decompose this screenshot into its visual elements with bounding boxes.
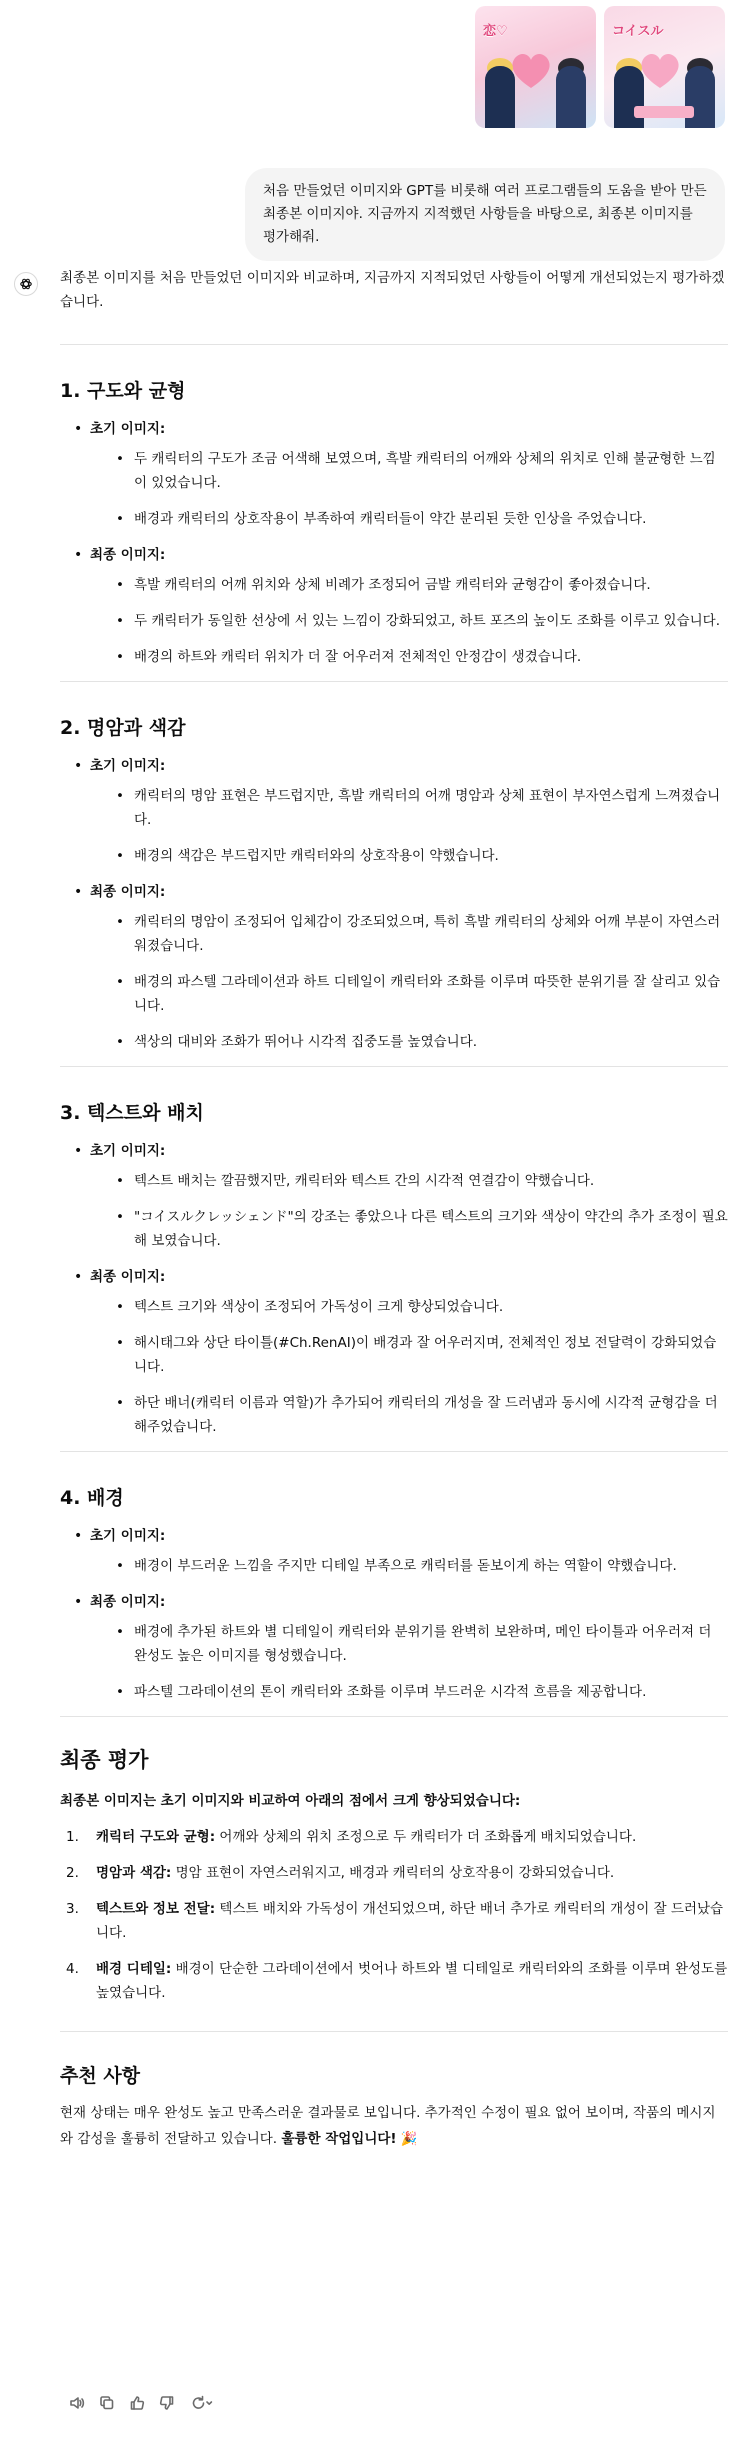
section-block	[60, 1451, 728, 1704]
point-item: • 텍스트 배치는 깔끔했지만, 캐릭터와 텍스트 간의 시각적 연결감이 약했습니다.	[116, 1169, 728, 1193]
final-points	[90, 1620, 728, 1704]
final-image-label: 최종 이미지:	[90, 884, 166, 900]
initial-image-group	[74, 1139, 728, 1253]
message-actions	[68, 2394, 216, 2412]
final-image-label: 최종 이미지:	[90, 1269, 166, 1285]
final-image-group	[74, 543, 728, 669]
initial-image-label: 초기 이미지:	[90, 758, 166, 774]
image-title-text: コイスル	[612, 24, 664, 39]
character-figure	[556, 66, 586, 128]
regenerate-icon	[190, 2395, 214, 2411]
final-eval-lead: 최종본 이미지는 초기 이미지와 비교하여 아래의 점에서 크게 향상되었습니다:	[60, 1793, 521, 1809]
summary-bold: 캐릭터 구도와 균형:	[96, 1829, 216, 1845]
regenerate-button[interactable]	[188, 2394, 216, 2412]
point-item: • "コイスルクレッシェンド"의 강조는 좋았으나 다른 텍스트의 크기와 색상이 약간의 추가 조정이 필요해 보였습니다.	[116, 1205, 728, 1253]
bad-response-button[interactable]	[158, 2394, 176, 2412]
thumbs-up-icon	[129, 2395, 145, 2411]
recommend-title: 추천 사항	[60, 2065, 141, 2087]
character-figure	[685, 66, 715, 128]
initial-image-label: 초기 이미지:	[90, 1143, 166, 1159]
summary-item	[60, 1825, 728, 1849]
good-response-button[interactable]	[128, 2394, 146, 2412]
summary-text	[96, 1861, 614, 1885]
point-item: • 파스텔 그라데이션의 톤이 캐릭터와 조화를 이루며 부드러운 시각적 흐름을 제공합니다.	[116, 1680, 728, 1704]
user-message: 처음 만들었던 이미지와 GPT를 비롯해 여러 프로그램들의 도움을 받아 만든 최종본 이미지야. 지금까지 지적했던 사항들을 바탕으로, 최종본 이미지를 평가해줘.	[245, 168, 725, 261]
initial-image-label: 초기 이미지:	[90, 1528, 166, 1544]
final-points	[90, 1295, 728, 1439]
speaker-icon	[69, 2395, 85, 2411]
divider	[60, 1066, 728, 1067]
read-aloud-button[interactable]	[68, 2394, 86, 2412]
point-item: • 배경이 부드러운 느낌을 주지만 디테일 부족으로 캐릭터를 돋보이게 하는 역할이 약했습니다.	[116, 1554, 728, 1578]
summary-desc: 텍스트 배치와 가독성이 개선되었으며, 하단 배너 추가로 캐릭터의 개성이 잘 드러났습니다.	[96, 1901, 724, 1941]
openai-logo-icon	[19, 277, 33, 291]
point-item: • 두 캐릭터의 구도가 조금 어색해 보였으며, 흑발 캐릭터의 어깨와 상체의 위치로 인해 불균형한 느낌이 있었습니다.	[116, 447, 728, 495]
initial-image-label: 초기 이미지:	[90, 421, 166, 437]
final-eval-list	[60, 1825, 728, 2005]
point-item: • 배경의 하트와 캐릭터 위치가 더 잘 어우러져 전체적인 안정감이 생겼습니다.	[116, 645, 728, 669]
point-item: • 배경의 색감은 부드럽지만 캐릭터와의 상호작용이 약했습니다.	[116, 844, 728, 868]
section-sublist	[60, 417, 728, 669]
final-image-label: 최종 이미지:	[90, 547, 166, 563]
summary-text	[96, 1957, 728, 2005]
summary-number: 3.	[66, 1901, 79, 1917]
evaluation-sections	[60, 344, 728, 1704]
point-item: • 색상의 대비와 조화가 뛰어나 시각적 집중도를 높였습니다.	[116, 1030, 728, 1054]
summary-item	[60, 1897, 728, 1945]
summary-number: 4.	[66, 1961, 79, 1977]
point-item: • 배경에 추가된 하트와 별 디테일이 캐릭터와 분위기를 완벽히 보완하며, 메인 타이틀과 어우러져 더 완성도 높은 이미지를 형성했습니다.	[116, 1620, 728, 1668]
final-image-label: 최종 이미지:	[90, 1594, 166, 1610]
section-title: 3. 텍스트와 배치	[60, 1102, 204, 1124]
summary-number: 1.	[66, 1829, 79, 1845]
final-points	[90, 910, 728, 1054]
point-item: • 배경의 파스텔 그라데이션과 하트 디테일이 캐릭터와 조화를 이루며 따뜻한 분위기를 잘 살리고 있습니다.	[116, 970, 728, 1018]
summary-text	[96, 1825, 636, 1849]
divider	[60, 344, 728, 345]
character-figure	[485, 66, 515, 128]
point-item: • 하단 배너(캐릭터 이름과 역할)가 추가되어 캐릭터의 개성을 잘 드러냄과 동시에 시각적 균형감을 더해주었습니다.	[116, 1391, 728, 1439]
point-item: • 배경과 캐릭터의 상호작용이 부족하여 캐릭터들이 약간 분리된 듯한 인상을 주었습니다.	[116, 507, 728, 531]
assistant-message	[60, 266, 728, 2152]
initial-points	[90, 1554, 728, 1578]
initial-points	[90, 447, 728, 531]
final-image-group	[74, 1590, 728, 1704]
final-image-group	[74, 1265, 728, 1439]
section-sublist	[60, 1524, 728, 1704]
attached-image-final[interactable]	[604, 6, 725, 128]
point-item: • 텍스트 크기와 색상이 조정되어 가독성이 크게 향상되었습니다.	[116, 1295, 728, 1319]
divider	[60, 1716, 728, 1717]
assistant-avatar	[14, 272, 38, 296]
character-figure	[614, 66, 644, 128]
section-block	[60, 344, 728, 669]
divider	[60, 681, 728, 682]
initial-image-group	[74, 417, 728, 531]
divider	[60, 1451, 728, 1452]
section-block	[60, 1066, 728, 1439]
section-sublist	[60, 1139, 728, 1439]
final-points	[90, 573, 728, 669]
initial-image-group	[74, 754, 728, 868]
section-title: 2. 명암과 색감	[60, 717, 186, 739]
divider	[60, 2031, 728, 2032]
summary-desc: 어깨와 상체의 위치 조정으로 두 캐릭터가 더 조화롭게 배치되었습니다.	[215, 1829, 637, 1845]
image-title-text: 恋♡	[483, 24, 508, 39]
recommend-body: 현재 상태는 매우 완성도 높고 만족스러운 결과물로 보입니다. 추가적인 수정이 필요 없어 보이며, 작품의 메시지와 감성을 훌륭히 전달하고 있습니다.	[60, 2105, 716, 2147]
name-banner	[634, 106, 694, 118]
point-item: • 캐릭터의 명암이 조정되어 입체감이 강조되었으며, 특히 흑발 캐릭터의 상체와 어깨 부분이 자연스러워졌습니다.	[116, 910, 728, 958]
summary-desc: 명암 표현이 자연스러워지고, 배경과 캐릭터의 상호작용이 강화되었습니다.	[171, 1865, 615, 1881]
summary-bold: 텍스트와 정보 전달:	[96, 1901, 216, 1917]
copy-button[interactable]	[98, 2394, 116, 2412]
recommend-strong: 훌륭한 작업입니다!	[281, 2131, 397, 2147]
summary-bold: 명암과 색감:	[96, 1865, 172, 1881]
summary-text	[96, 1897, 728, 1945]
user-attachments	[475, 6, 725, 128]
point-item: • 두 캐릭터가 동일한 선상에 서 있는 느낌이 강화되었고, 하트 포즈의 높이도 조화를 이루고 있습니다.	[116, 609, 728, 633]
initial-points	[90, 1169, 728, 1253]
attached-image-initial[interactable]	[475, 6, 596, 128]
point-item: • 캐릭터의 명암 표현은 부드럽지만, 흑발 캐릭터의 어깨 명암과 상체 표현이 부자연스럽게 느껴졌습니다.	[116, 784, 728, 832]
copy-icon	[99, 2395, 115, 2411]
section-block	[60, 681, 728, 1054]
heart-icon	[509, 50, 553, 90]
summary-number: 2.	[66, 1865, 79, 1881]
summary-desc: 배경이 단순한 그라데이션에서 벗어나 하트와 별 디테일로 캐릭터와의 조화를 이루며 완성도를 높였습니다.	[96, 1961, 728, 2001]
initial-image-group	[74, 1524, 728, 1578]
assistant-intro: 최종본 이미지를 처음 만들었던 이미지와 비교하며, 지금까지 지적되었던 사항들이 어떻게 개선되었는지 평가하겠습니다.	[60, 270, 725, 310]
section-sublist	[60, 754, 728, 1054]
section-title: 4. 배경	[60, 1487, 124, 1509]
final-image-group	[74, 880, 728, 1054]
heart-icon	[638, 50, 682, 90]
section-title: 1. 구도와 균형	[60, 380, 186, 402]
initial-points	[90, 784, 728, 868]
thumbs-down-icon	[159, 2395, 175, 2411]
point-item: • 흑발 캐릭터의 어깨 위치와 상체 비례가 조정되어 금발 캐릭터와 균형감이 좋아졌습니다.	[116, 573, 728, 597]
summary-item	[60, 1957, 728, 2005]
recommend-text	[60, 2100, 728, 2152]
point-item: • 해시태그와 상단 타이틀(#Ch.RenAI)이 배경과 잘 어우러지며, 전체적인 정보 전달력이 강화되었습니다.	[116, 1331, 728, 1379]
party-emoji: 🎉	[400, 2131, 418, 2147]
summary-item	[60, 1861, 728, 1885]
final-eval-title: 최종 평가	[60, 1748, 149, 1772]
summary-bold: 배경 디테일:	[96, 1961, 172, 1977]
